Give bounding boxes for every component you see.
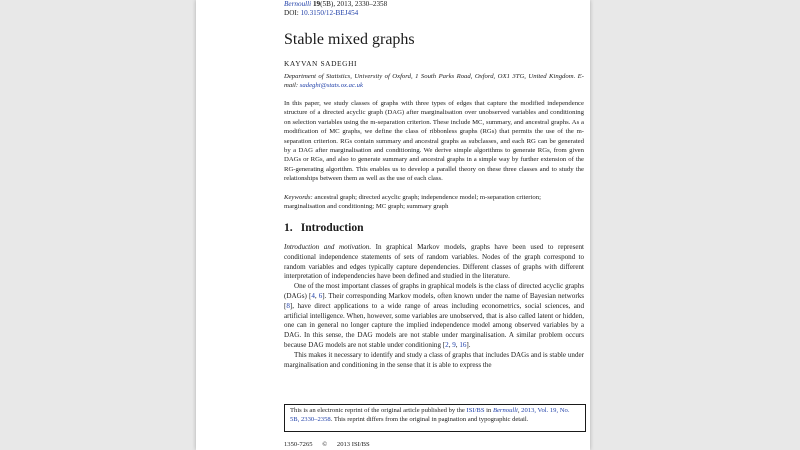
paragraph-text: This makes it necessary to identify and study a class of graphs that includes DAGs and is stable under marginalisation and conditioning in the sense that it is able to express the <box>284 350 584 369</box>
citation-link[interactable]: 16 <box>459 340 467 349</box>
paragraph <box>284 282 584 351</box>
pdf-page <box>196 0 590 450</box>
citation-separator: , <box>455 340 460 349</box>
journal-volume: 19 <box>312 0 321 8</box>
doi-link[interactable]: 10.3150/12-BEJ454 <box>300 9 359 17</box>
abstract: In this paper, we study classes of graphs with three types of edges that capture the modified independence structure of a directed acyclic graph (DAG) after marginalisation over unobserved variables and conditioning on selection variables using the m-separation criterion. These include MC, summary, and ancestral graphs. As a modification of MC graphs, we define the class of ribbonless graphs (RGs) that permits the use of the m-separation criterion. RGs contain summary and ancestral graphs as subclasses, and each RG can be generated by a DAG after marginalisation and conditioning. We derive simple algorithms to generate RGs, from given DAGs or RGs, and also to generate summary and ancestral graphs in a simple way by further extension of the RG-generating algorithm. This enables us to develop a parallel theory on these three classes and to study the relationships between them as well as the use of each class. <box>284 100 584 183</box>
publisher-link[interactable]: ISI/BS <box>466 407 485 414</box>
citation-link[interactable]: 4 <box>311 291 315 300</box>
journal-header <box>284 0 387 9</box>
paragraph-text: In graphical Markov models, graphs have been used to represent conditional independence statements of sets of random variables. Nodes of the graph correspond to random variables and edges typically capture dependencies. Different classes of graphs with different interpretation of independencies have been defined and studied in the literature. <box>284 243 584 281</box>
paragraph-lead: Introduction and motivation. <box>284 243 372 251</box>
paragraph-text: One of the most important classes of graphs in graphical models is the class of directed acyclic graphs (DAGs) [ <box>284 282 584 300</box>
author-name: KAYVAN SADEGHI <box>284 59 358 68</box>
copyright-text: 2013 ISI/BS <box>336 441 370 448</box>
affiliation-text: Department of Statistics, University of Oxford, 1 South Parks Road, Oxford, OX1 3TG, United Kingdom. E-mail: <box>284 73 584 89</box>
keywords <box>284 193 584 212</box>
doi-label: DOI: <box>284 9 299 17</box>
doi-line <box>284 9 358 18</box>
paragraph-text: ]. Their corresponding Markov models, often known under the name of Bayesian networks [ <box>284 291 584 310</box>
keywords-label: Keywords: <box>284 194 313 201</box>
paragraph <box>284 351 584 371</box>
copyright-icon: © <box>322 441 328 448</box>
body-text <box>284 243 584 370</box>
citation-link[interactable]: 9 <box>452 340 456 349</box>
reprint-text: in <box>486 407 492 414</box>
section-heading <box>284 221 364 234</box>
citation-link[interactable]: 8 <box>286 301 290 310</box>
citation-link[interactable]: 6 <box>318 291 323 300</box>
reprint-text: . This reprint differs from the original in pagination and typographic detail. <box>330 415 529 423</box>
paragraph <box>284 243 584 282</box>
paragraph-text: ]. <box>466 340 471 349</box>
paragraph-text: ], have direct applications to a wide range of areas including econometrics, social sciences, and artificial intelligence. When, however, some variables are unobserved, that is also called latent or hidden, one can in general no longer capture the implied independence model among observed variables by a DAG. In this sense, the DAG models are not stable under marginalisation. A similar problem occurs because DAG models are not stable under conditioning [ <box>284 301 584 349</box>
affiliation <box>284 72 584 90</box>
reprint-text: This is an electronic reprint of the original article published by the <box>290 407 465 414</box>
reprint-notice: This is an electronic reprint of the original article published by the ISI/BS in Bernoulli, 2013, Vol. 19, No. 5B, 2330–2358. This reprint differs from the original in pagination and typographic detail. <box>284 404 586 432</box>
article-ref-link[interactable]: 2013, Vol. 19, No. 5B, 2330–2358 <box>290 407 570 423</box>
journal-link[interactable]: Bernoulli <box>492 407 518 414</box>
issn: 1350-7265 <box>284 441 313 448</box>
journal-link[interactable]: Bernoulli <box>284 0 312 8</box>
email-link[interactable]: sadeghi@stats.ox.ac.uk <box>299 82 363 89</box>
citation-separator: , <box>314 291 319 300</box>
section-title: Introduction <box>300 221 364 234</box>
keywords-text: ancestral graph; directed acyclic graph; independence model; m-separation criterion; marginalisation and conditioning; MC graph; summary graph <box>284 194 541 211</box>
citation-separator: , <box>448 340 453 349</box>
paper-title: Stable mixed graphs <box>284 31 415 48</box>
citation-link[interactable]: 2 <box>445 340 449 349</box>
page-footer <box>284 441 378 448</box>
section-number: 1. <box>284 221 293 234</box>
journal-issue-pages: (5B), 2013, 2330–2358 <box>320 0 388 8</box>
